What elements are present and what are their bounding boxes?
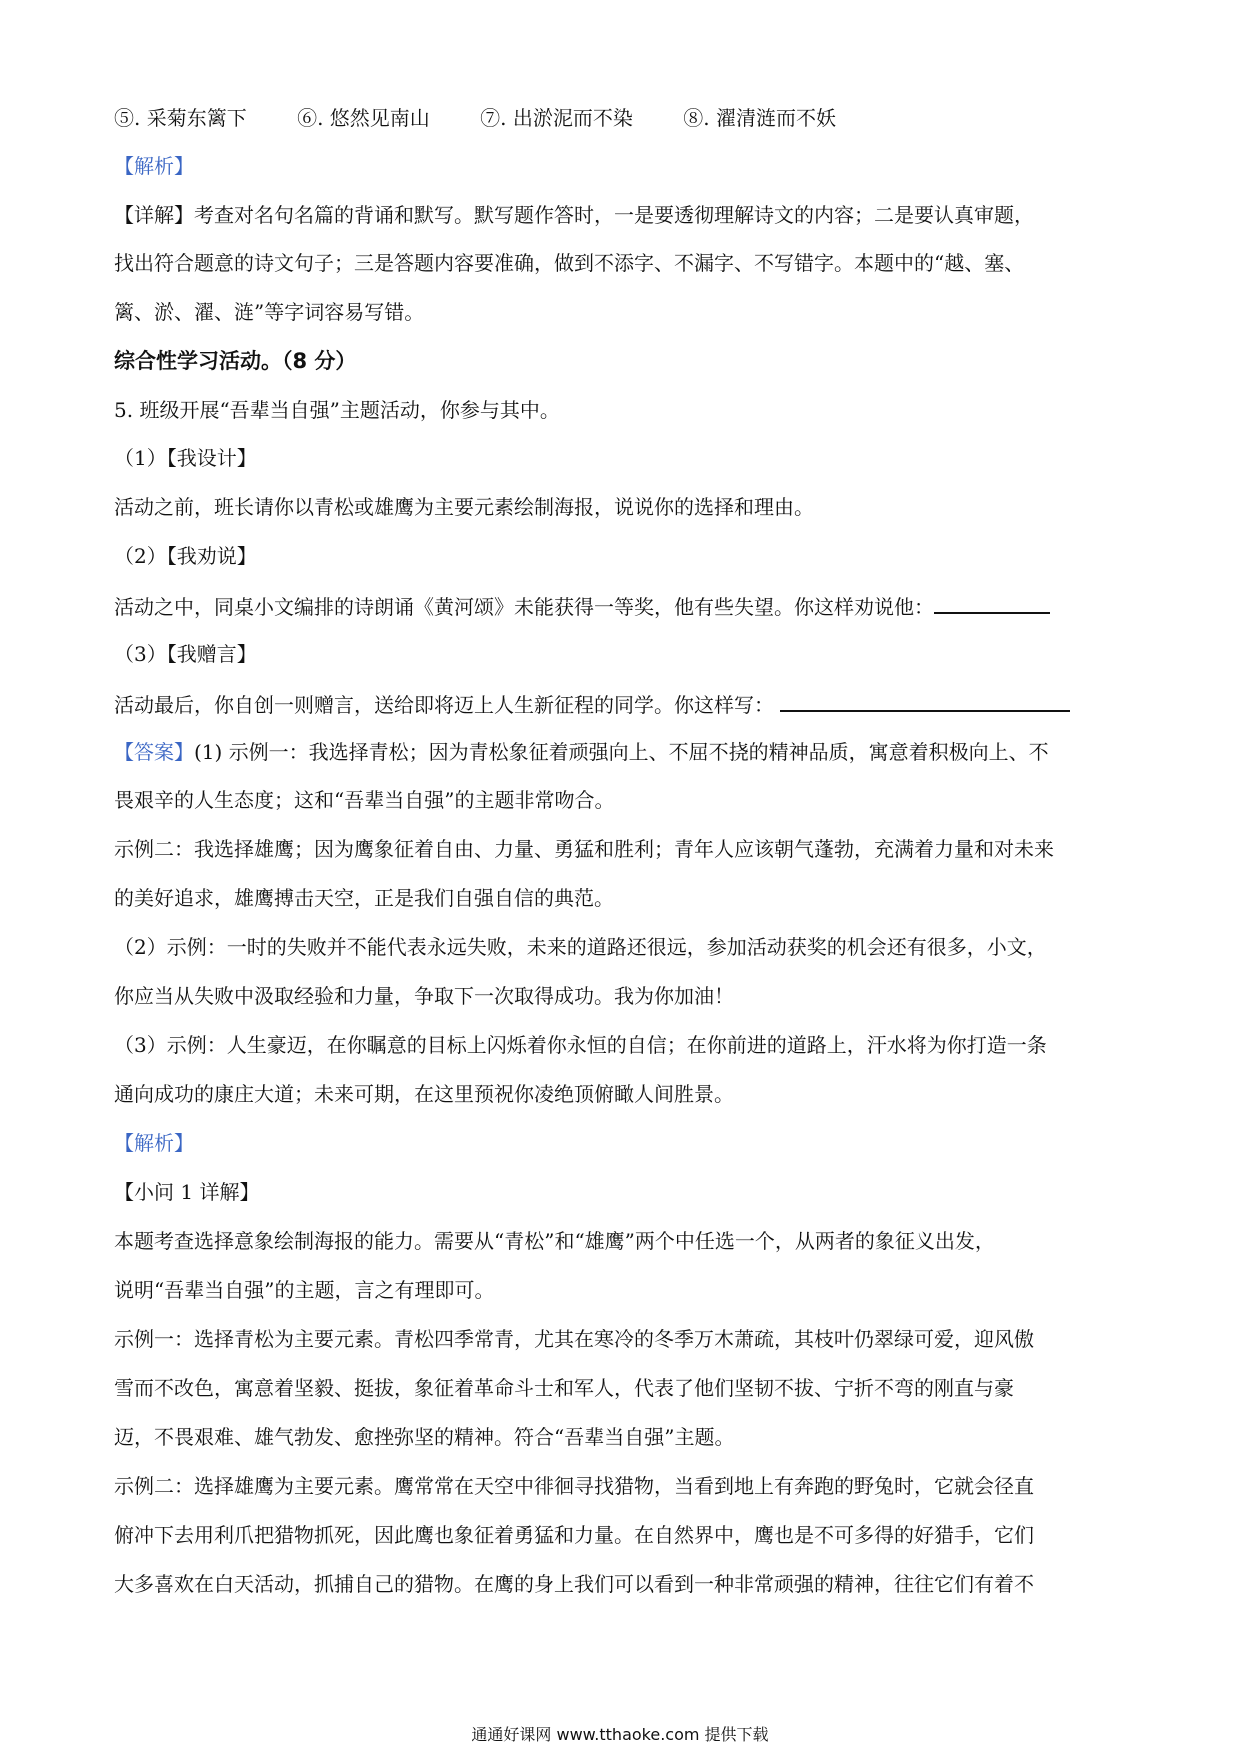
- sub-question-3-text: 活动最后，你自创一则赠言，送给即将迈上人生新征程的同学。你这样写：: [114, 693, 774, 717]
- detail-line: 大多喜欢在白天活动，抓捕自己的猎物。在鹰的身上我们可以看到一种非常顽强的精神，往往它们有着不: [114, 1572, 1034, 1596]
- sub-question-1-label: （1）【我设计】: [114, 446, 257, 470]
- detail-line: 【详解】考查对名句名篇的背诵和默写。默写题作答时，一是要透彻理解诗文的内容；二是要认真审题，: [114, 203, 1034, 227]
- answer-blank: [780, 688, 1070, 712]
- answer-text: (1) 示例一：我选择青松；因为青松象征着顽强向上、不屈不挠的精神品质，寓意着积极向上、不: [194, 740, 1049, 764]
- answer-line: 的美好追求，雄鹰搏击天空，正是我们自强自信的典范。: [114, 886, 614, 910]
- answer-line: （2）示例：一时的失败并不能代表永远失败，未来的道路还很远，参加活动获奖的机会还有很多，小文，: [114, 935, 1047, 959]
- answer-line: 你应当从失败中汲取经验和力量，争取下一次取得成功。我为你加油！: [114, 984, 734, 1008]
- sub-question-3-label: （3）【我赠言】: [114, 642, 257, 666]
- answer-line: 通向成功的康庄大道；未来可期，在这里预祝你凌绝顶俯瞰人间胜景。: [114, 1082, 734, 1106]
- detail-line: 说明“吾辈当自强”的主题，言之有理即可。: [114, 1278, 495, 1302]
- sub-question-2-row: [114, 590, 1132, 622]
- answer-line: 畏艰辛的人生态度；这和“吾辈当自强”的主题非常吻合。: [114, 788, 615, 812]
- detail-line: 示例一：选择青松为主要元素。青松四季常青，尤其在寒冷的冬季万木萧疏，其枝叶仍翠绿可爱，迎风傲: [114, 1327, 1034, 1351]
- answer-7: ⑦. 出淤泥而不染: [480, 106, 633, 130]
- sub-question-2-text: 活动之中，同桌小文编排的诗朗诵《黄河颂》未能获得一等奖，他有些失望。你这样劝说他：: [114, 595, 934, 619]
- detail-line: 找出符合题意的诗文句子；三是答题内容要准确，做到不添字、不漏字、不写错字。本题中的“越、塞、: [114, 251, 1025, 275]
- detail-line: 本题考查选择意象绘制海报的能力。需要从“青松”和“雄鹰”两个中任选一个，从两者的象征义出发，: [114, 1229, 995, 1253]
- detail-line: 篱、淤、濯、涟”等字词容易写错。: [114, 300, 425, 324]
- detail-line: 雪而不改色，寓意着坚毅、挺拔，象征着革命斗士和军人，代表了他们坚韧不拔、宁折不弯的刚直与豪: [114, 1376, 1014, 1400]
- sub-question-3-row: [114, 688, 1132, 720]
- analysis-label: 【解析】: [114, 154, 194, 178]
- answers-row: [114, 103, 1132, 133]
- sub-question-1-text: 活动之前，班长请你以青松或雄鹰为主要元素绘制海报，说说你的选择和理由。: [114, 495, 814, 519]
- answer-blank: [934, 590, 1050, 614]
- analysis-label: 【解析】: [114, 1131, 194, 1155]
- section-heading: 综合性学习活动。（8 分）: [114, 349, 357, 373]
- answer-label: 【答案】: [114, 740, 194, 764]
- question-5: 5. 班级开展“吾辈当自强”主题活动，你参与其中。: [114, 398, 560, 422]
- answer-line: （3）示例：人生豪迈，在你瞩意的目标上闪烁着你永恒的自信；在你前进的道路上，汗水将为你打造一条: [114, 1033, 1047, 1057]
- detail-line: 迈，不畏艰难、雄气勃发、愈挫弥坚的精神。符合“吾辈当自强”主题。: [114, 1425, 735, 1449]
- detail-line: 俯冲下去用利爪把猎物抓死，因此鹰也象征着勇猛和力量。在自然界中，鹰也是不可多得的好猎手，它们: [114, 1523, 1034, 1547]
- sub-detail-label: 【小问 1 详解】: [114, 1180, 260, 1204]
- answer-line: 示例二：我选择雄鹰；因为鹰象征着自由、力量、勇猛和胜利；青年人应该朝气蓬勃，充满着力量和对未来: [114, 837, 1054, 861]
- answer-line: [114, 737, 1132, 767]
- detail-line: 示例二：选择雄鹰为主要元素。鹰常常在天空中徘徊寻找猎物，当看到地上有奔跑的野兔时，它就会径直: [114, 1474, 1034, 1498]
- answer-8: ⑧. 濯清涟而不妖: [683, 106, 836, 130]
- sub-question-2-label: （2）【我劝说】: [114, 544, 257, 568]
- page-footer: 通通好课网 www.tthaoke.com 提供下载: [471, 1725, 769, 1744]
- answer-6: ⑥. 悠然见南山: [297, 106, 430, 130]
- answer-5: ⑤. 采菊东篱下: [114, 106, 247, 130]
